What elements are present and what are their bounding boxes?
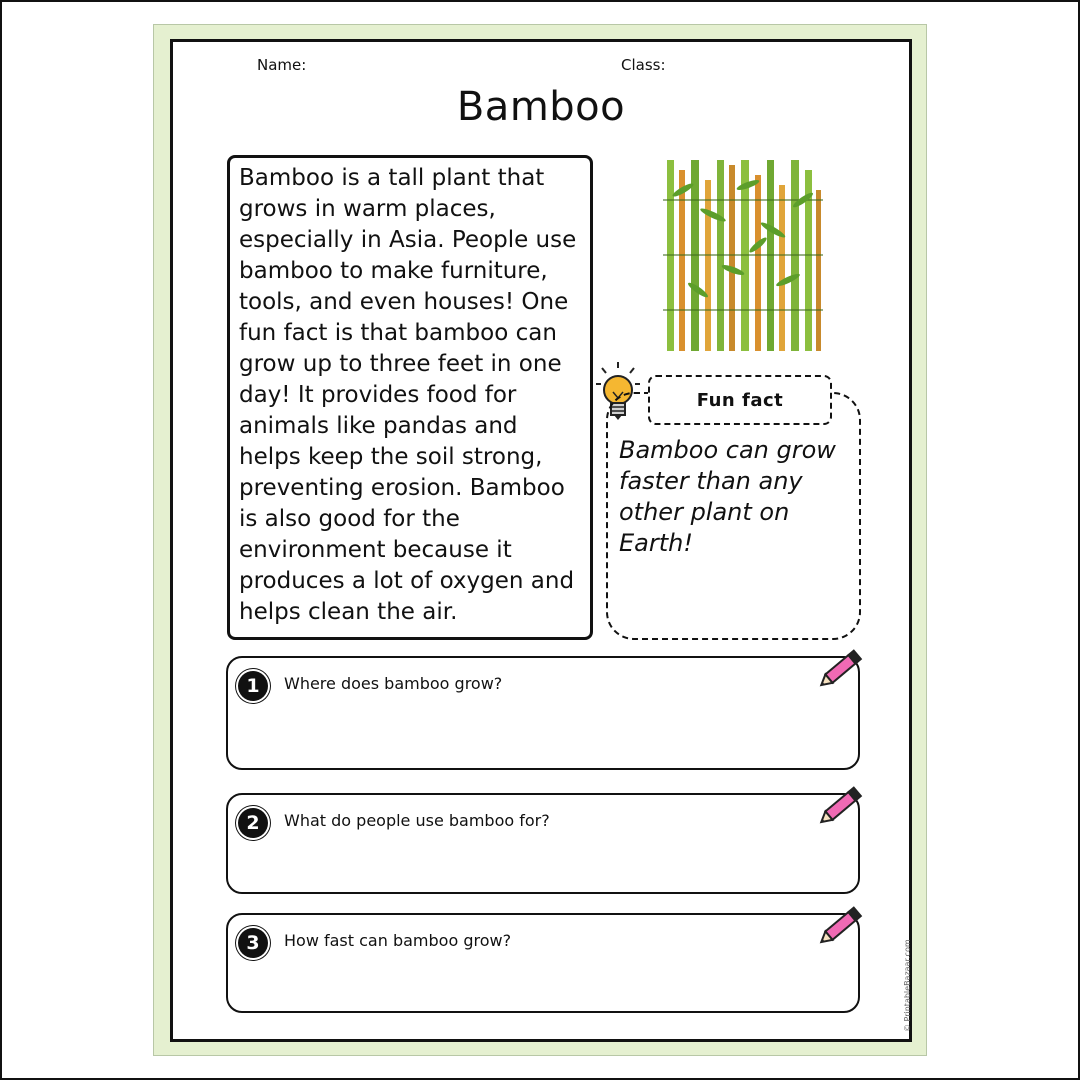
question-number-badge: 3 (238, 928, 268, 958)
question-box-3[interactable] (226, 913, 860, 1013)
page-title: Bamboo (456, 84, 626, 130)
class-label: Class: (621, 56, 666, 74)
fun-fact-label: Fun fact (648, 375, 832, 425)
pencil-icon (812, 646, 868, 694)
question-box-1[interactable] (226, 656, 860, 770)
question-number-badge: 2 (238, 808, 268, 838)
question-text: What do people use bamboo for? (284, 811, 550, 830)
copyright-text: © PrintableBazaar.com (903, 939, 912, 1032)
bamboo-illustration (663, 160, 823, 351)
fun-fact-text: Bamboo can grow faster than any other plant on Earth! (619, 436, 836, 557)
reading-passage-box (227, 155, 593, 640)
question-box-2[interactable] (226, 793, 860, 894)
reading-passage: Bamboo is a tall plant that grows in warm places, especially in Asia. People use bamboo to make furniture, tools, and even houses! One fun fact is that bamboo can grow up to three feet in one day! It provides food for animals like pandas and helps keep the soil strong, preventing erosion. Bamboo is also good for the environment because it produces a lot of oxygen and helps clean the air. (239, 165, 577, 625)
question-text: How fast can bamboo grow? (284, 931, 512, 950)
pencil-icon (812, 903, 868, 951)
question-number-badge: 1 (238, 671, 268, 701)
pencil-icon (812, 783, 868, 831)
name-label: Name: (257, 56, 307, 74)
question-text: Where does bamboo grow? (284, 674, 503, 693)
